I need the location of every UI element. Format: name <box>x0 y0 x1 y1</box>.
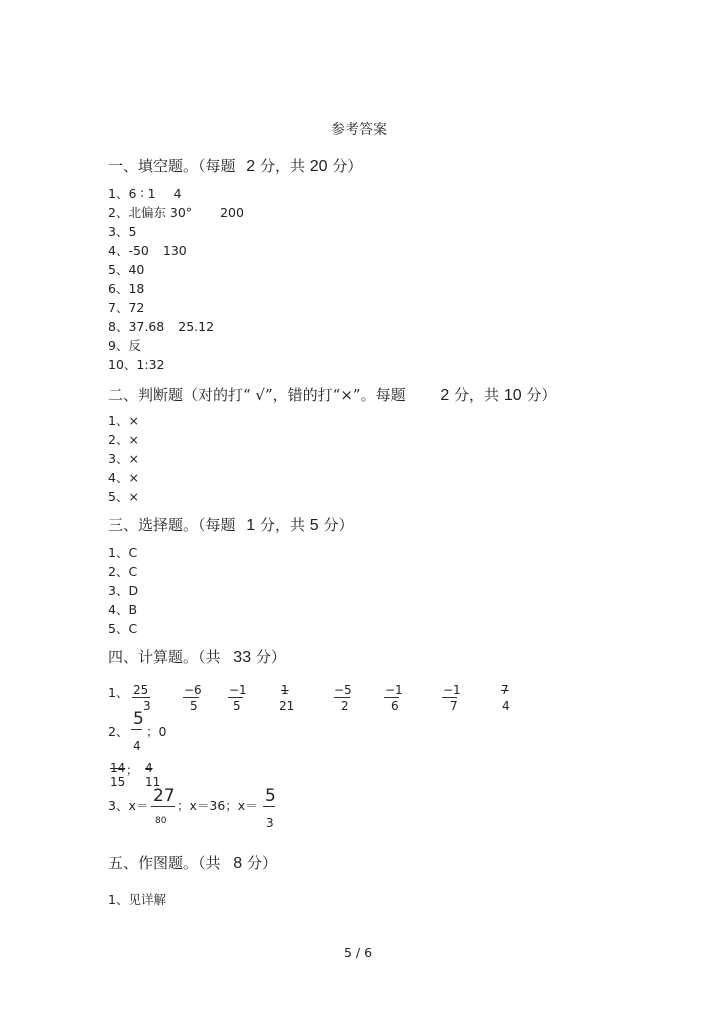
answer-extra: 200 <box>220 205 244 220</box>
heading-text: 二、判断题（对的打“ √”，错的打“×”。每题 <box>108 386 406 404</box>
fraction-numerator: 4 <box>145 761 153 775</box>
answer-item: 5、C <box>108 621 138 636</box>
fraction-bar <box>334 697 350 698</box>
question-label: 3、x＝ <box>108 798 149 813</box>
points-total: 10 <box>503 387 522 404</box>
answer-item: 2、× <box>108 432 139 447</box>
fraction-bar <box>384 697 399 698</box>
fraction-denominator: 3 <box>143 699 151 713</box>
fraction-denominator: 3 <box>266 816 274 830</box>
answer-item: 1、见详解 <box>108 892 166 907</box>
fraction-bar <box>228 697 243 698</box>
answer-item: 2、C <box>108 564 138 579</box>
answer-label: 10、1:32 <box>108 357 165 372</box>
fraction-bar <box>263 806 275 807</box>
heading-text: 分） <box>323 516 354 534</box>
points-total: 8 <box>233 855 243 872</box>
heading-text: 分，共 <box>259 157 305 175</box>
section-heading-judge <box>108 384 556 405</box>
fraction-numerator: 7 <box>501 683 509 697</box>
fraction-denominator: 11 <box>145 775 161 789</box>
fraction-numerator: −6 <box>184 683 202 697</box>
fraction-denominator: 15 <box>110 775 126 789</box>
answer-label: 1、6 ∶ 1 <box>108 186 156 201</box>
answer-item <box>108 298 144 316</box>
fraction-denominator: 80 <box>155 816 167 826</box>
fraction-bar <box>131 729 142 730</box>
fraction-bar <box>132 697 150 698</box>
heading-text: 分，共 <box>259 516 305 534</box>
fraction-numerator: 5 <box>133 709 144 729</box>
question-label: 1、 <box>108 685 129 700</box>
answer-item <box>108 317 214 335</box>
answer-item: 3、D <box>108 583 139 598</box>
heading-text: 分，共 <box>454 386 500 404</box>
answer-item: 1、× <box>108 413 139 428</box>
answer-label: 3、5 <box>108 224 137 239</box>
answer-item <box>108 203 244 221</box>
heading-text: 分） <box>332 157 363 175</box>
fraction-numerator: −5 <box>334 683 352 697</box>
answer-label: 6、18 <box>108 281 145 296</box>
points-per-item: 2 <box>440 387 450 404</box>
points-total: 5 <box>309 517 319 534</box>
fraction-denominator: 21 <box>279 699 295 713</box>
section-heading-fill <box>108 155 362 176</box>
question-label: 2、 <box>108 724 129 739</box>
answer-label: 5、40 <box>108 262 145 277</box>
section-heading-drawing <box>108 852 277 873</box>
heading-text: 三、选择题。（每题 <box>108 516 236 534</box>
fraction-numerator: −1 <box>229 683 247 697</box>
points-per-item: 1 <box>246 517 256 534</box>
points-per-item: 2 <box>246 158 256 175</box>
heading-text: 分） <box>526 386 557 404</box>
answer-label: 8、37.68 <box>108 319 165 334</box>
points-total: 20 <box>309 158 328 175</box>
fraction-numerator: −1 <box>443 683 461 697</box>
fraction-denominator: 6 <box>391 699 399 713</box>
section-heading-calc <box>108 646 286 667</box>
fraction-numerator: −1 <box>385 683 403 697</box>
fraction-denominator: 4 <box>502 699 510 713</box>
page-title: 参考答案 <box>331 122 387 138</box>
fraction-numerator: 5 <box>265 786 276 806</box>
answer-extra: 130 <box>162 243 187 258</box>
answer-item: 5、× <box>108 489 139 504</box>
answer-label: 9、反 <box>108 338 141 353</box>
heading-text: 一、填空题。（每题 <box>108 157 236 175</box>
fraction-bar <box>442 697 457 698</box>
heading-text: 分） <box>246 854 277 872</box>
answer-item <box>108 260 144 278</box>
answer-item <box>108 222 136 240</box>
answer-label: 7、72 <box>108 300 145 315</box>
fraction-numerator: 1 <box>281 683 289 697</box>
fraction-numerator: 27 <box>153 786 175 806</box>
answer-tail: ；0 <box>146 724 167 739</box>
answer-item <box>108 355 164 373</box>
answer-item <box>108 336 141 354</box>
fraction-numerator: 25 <box>133 683 149 697</box>
fraction-denominator: 7 <box>450 699 458 713</box>
answer-extra: 25.12 <box>178 319 215 334</box>
answer-label: 2、北偏东 30° <box>108 205 193 220</box>
fraction-denominator: 4 <box>133 739 141 753</box>
answer-item: 4、B <box>108 602 138 617</box>
fraction-numerator: 14 <box>110 761 126 775</box>
answer-extra: 4 <box>173 186 182 201</box>
answer-label: 4、-50 <box>108 243 149 258</box>
answer-item <box>108 279 144 297</box>
fraction-denominator: 5 <box>190 699 198 713</box>
fraction-denominator: 2 <box>341 699 349 713</box>
fraction-bar <box>183 697 199 698</box>
answer-item: 4、× <box>108 470 139 485</box>
section-heading-choice <box>108 514 353 535</box>
heading-text: 五、作图题。（共 <box>108 854 221 872</box>
answer-middle: ；x＝36；x＝ <box>177 798 258 813</box>
heading-text: 分） <box>255 648 286 666</box>
answer-item: 3、× <box>108 451 139 466</box>
answer-item <box>108 184 182 202</box>
answer-item: 1、C <box>108 545 138 560</box>
heading-text: 四、计算题。（共 <box>108 648 221 666</box>
answer-item <box>108 241 187 259</box>
fraction-bar <box>151 806 175 807</box>
points-total: 33 <box>233 649 252 666</box>
fraction-denominator: 5 <box>233 699 241 713</box>
separator: ； <box>126 763 139 777</box>
page-number: 5 / 6 <box>344 945 373 960</box>
